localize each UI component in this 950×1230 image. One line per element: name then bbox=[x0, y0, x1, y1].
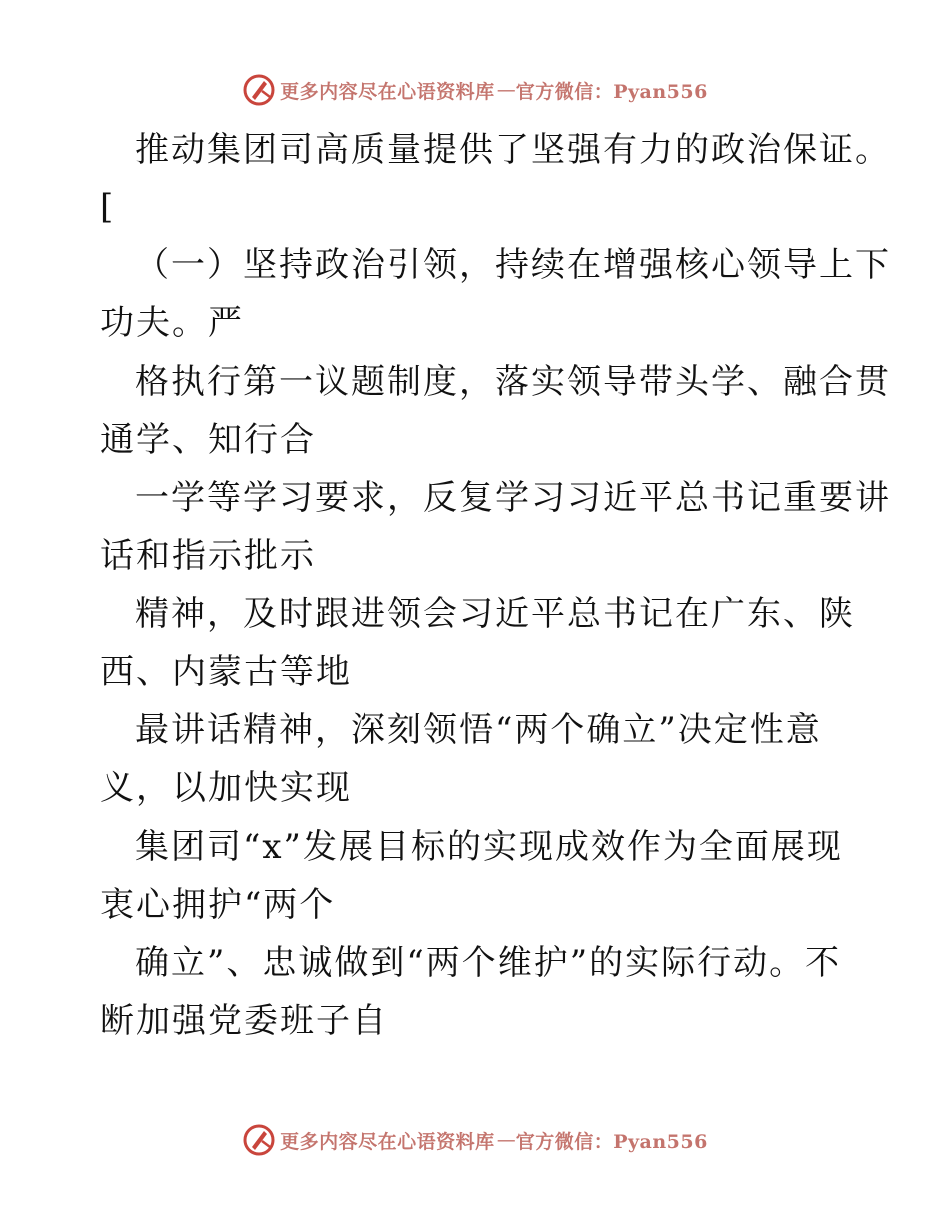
brand-logo-icon bbox=[242, 73, 276, 107]
brand-logo-icon bbox=[242, 1123, 276, 1157]
text-line: 一学等学习要求，反复学习习近平总书记重要讲 bbox=[135, 478, 891, 518]
text-line: 最讲话精神，深刻领悟“两个确立”决定性意 bbox=[135, 710, 822, 750]
watermark-suffix: 官方微信：Pyan556 bbox=[515, 1130, 708, 1153]
text-line: 精神，及时跟进领会习近平总书记在广东、陕 bbox=[135, 594, 855, 634]
text-line: 集团司“x”发展目标的实现成效作为全面展现 bbox=[135, 827, 843, 867]
text-line: （一）坚持政治引领，持续在增强核心领导上下 bbox=[135, 245, 891, 285]
text-line: [ bbox=[100, 187, 116, 227]
text-line: 功夫。严 bbox=[100, 303, 244, 343]
text-line: 确立”、忠诚做到“两个维护”的实际行动。不 bbox=[135, 943, 842, 983]
watermark-text: 更多内容尽在心语资料库 bbox=[280, 80, 495, 103]
watermark-dash: — bbox=[496, 1129, 516, 1151]
text-line: 西、内蒙古等地 bbox=[100, 652, 352, 692]
footer-watermark bbox=[0, 1120, 950, 1160]
text-line: 推动集团司高质量提供了坚强有力的政治保证。 bbox=[135, 130, 891, 170]
text-line: 通学、知行合 bbox=[100, 420, 316, 460]
header-watermark bbox=[0, 70, 950, 110]
watermark-dash: — bbox=[496, 79, 516, 101]
text-line: 话和指示批示 bbox=[100, 536, 316, 576]
text-line: 断加强党委班子自 bbox=[100, 1001, 388, 1041]
text-line: 义，以加快实现 bbox=[100, 768, 352, 808]
watermark-text: 更多内容尽在心语资料库 bbox=[280, 1130, 495, 1153]
text-line: 格执行第一议题制度，落实领导带头学、融合贯 bbox=[135, 362, 891, 402]
watermark-suffix: 官方微信：Pyan556 bbox=[515, 80, 708, 103]
text-line: 衷心拥护“两个 bbox=[100, 885, 336, 925]
